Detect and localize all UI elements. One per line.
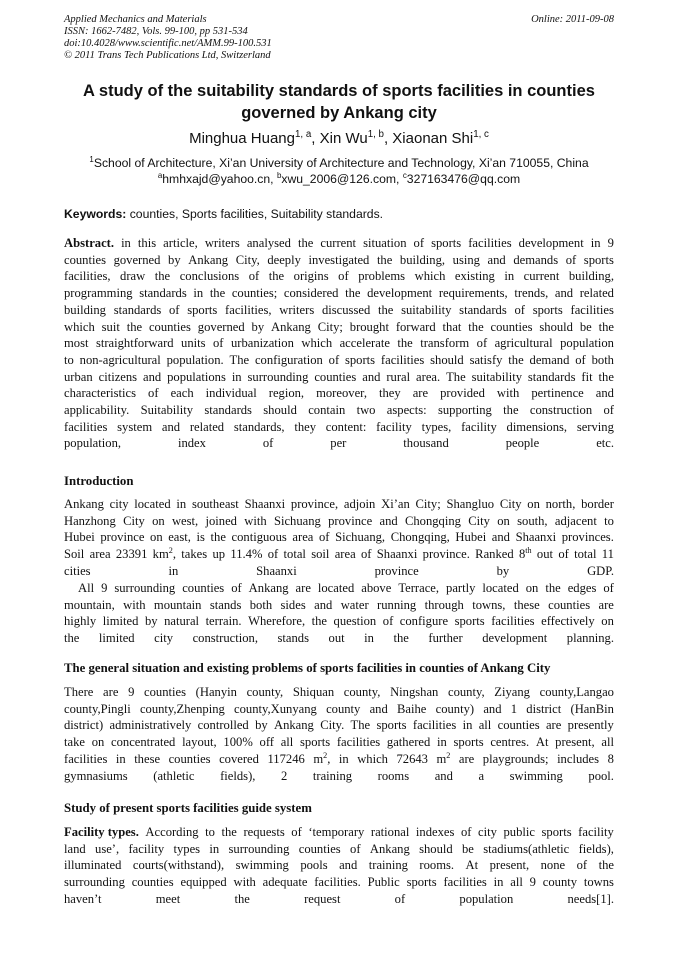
email-sup: c bbox=[402, 170, 407, 180]
email-link[interactable]: xwu_2006@126.com bbox=[281, 172, 397, 186]
text-line: haven’t meet the request of population needs[1]. bbox=[64, 891, 614, 906]
text-line: There are 9 counties (Hanyin county, Shiquan county, Ningshan county, Ziyang county,Langao bbox=[64, 685, 614, 699]
author-sup: 1, c bbox=[473, 129, 489, 140]
text-line: mountain, with mountain stands both sides and water running through towns, these counties are bbox=[64, 597, 614, 612]
text-line: to non-agricultural population. The configuration of sports facilities should satisfy the demand of both bbox=[64, 352, 614, 367]
text-line: All 9 surrounding counties of Ankang are located above Terrace, partly located on the edges of bbox=[78, 581, 614, 595]
author-name: Xiaonan Shi bbox=[392, 130, 474, 147]
affiliation bbox=[0, 155, 678, 187]
superscript: th bbox=[525, 545, 532, 555]
author-sup: 1, a bbox=[295, 129, 312, 140]
text-line: Ankang city located in southeast Shaanxi province, adjoin Xi’an City; Shangluo City on north, border bbox=[64, 497, 614, 511]
text-line: urban citizens and populations in surrounding counties and rural area. The suitability standards fit the bbox=[64, 369, 614, 384]
text-line: district) administratively controlled by Ankang City. The sports facilities in all counties are presently bbox=[64, 718, 614, 733]
superscript: 2 bbox=[168, 545, 173, 555]
superscript: 2 bbox=[323, 750, 328, 760]
online-date: Online: 2011-09-08 bbox=[531, 14, 614, 25]
text-line: Soil area 23391 $km^2$, takes up 11.4% of total soil area of Shaanxi province. Ranked 8th out of total 11 bbox=[64, 545, 614, 562]
text-line: land use’, facility types in surrounding counties of Ankang should be stadiums(athletic fields), bbox=[64, 841, 614, 856]
text-line: the limited city construction, stands out in the further development planning. bbox=[64, 631, 615, 646]
email-link[interactable]: hmhxajd@yahoo.cn bbox=[162, 172, 271, 186]
keywords-text: counties, Sports facilities, Suitability standards. bbox=[129, 207, 384, 221]
keywords-label: Keywords: bbox=[64, 207, 127, 221]
text-line: programming standards in the counties; considered the development requirements, trends, and related bbox=[64, 286, 614, 301]
section-heading: Introduction bbox=[64, 474, 134, 488]
text-line: Hubei province on east, is the contiguous area of Sichuang, Chongqing, Hubei and Shaanxi provinces. bbox=[64, 530, 614, 545]
paragraph bbox=[64, 235, 614, 452]
text-line: Facility types. According to the requests of ‘temporary rational indexes of city public sports facility bbox=[64, 825, 614, 839]
text-line: surrounding counties equipped with adequate facilities. Public sports facilities in all 9 county towns bbox=[64, 875, 614, 890]
paragraph bbox=[64, 824, 614, 908]
text-line: illuminated courts(withstand), swimming pools and training rooms. At present, none of the bbox=[64, 858, 614, 873]
text-line: which suit the counties governed by Ankang City; brought forward that the counties should be the bbox=[64, 319, 614, 334]
paragraph-lead: Abstract. bbox=[64, 236, 115, 250]
text-line: applicability. Suitability standards should contain two aspects: supporting the construction of bbox=[64, 403, 614, 418]
text-line: facilities system and related standards, they content: facility types, facility dimensions, serving bbox=[64, 419, 614, 434]
text-line: take on concentrated layout, 100% off all sports facilities gathered in sports centres. At present, all bbox=[64, 735, 614, 750]
section-heading: The general situation and existing problems of sports facilities in counties of Ankang City bbox=[64, 661, 551, 675]
section-heading: Study of present sports facilities guide system bbox=[64, 801, 312, 815]
text-line: most straightforward units of urbanization which accelerate the transform of agricultural population bbox=[64, 336, 614, 351]
text-line: characteristics of each individual region, moreover, they are provided with pertinence and bbox=[64, 386, 614, 401]
authors: Minghua Huang$^{1, a}$, Xin Wu$^{1, b}$, Xiaonan Shi$^{1, c}$ bbox=[189, 129, 489, 147]
text-line: facilities in these counties covered 117246 $m^2$, in which 72643 $m^2$ are playgrounds; includes 8 bbox=[64, 750, 614, 766]
title-line: A study of the suitability standards of sports facilities in counties bbox=[83, 82, 595, 100]
text-line: Abstract. in this article, writers analysed the current situation of sports facilities development in 9 bbox=[64, 236, 614, 250]
keywords bbox=[64, 207, 383, 221]
superscript: 2 bbox=[446, 750, 451, 760]
text-line: counties governed by Ankang City, deeply investigated the building, using and demands of sports bbox=[64, 252, 614, 267]
journal-name: Applied Mechanics and Materials bbox=[64, 14, 207, 25]
text-line: Hanzhong City on west, joined with Sichuang province and Chongqing City on south, adjacent to bbox=[64, 513, 614, 528]
text-line: cities in Shaanxi province by GDP. bbox=[64, 563, 615, 578]
paragraph-lead: Facility types. bbox=[64, 825, 139, 839]
paragraph bbox=[64, 580, 614, 647]
email-sup: b bbox=[276, 170, 282, 180]
author-sup: 1, b bbox=[367, 129, 384, 140]
paragraph bbox=[64, 496, 614, 580]
title-line: governed by Ankang city bbox=[241, 104, 437, 122]
paragraph bbox=[64, 684, 614, 784]
text-line: population, index of per thousand people etc. bbox=[64, 436, 615, 451]
paper-title bbox=[0, 80, 678, 124]
author-name: Xin Wu bbox=[319, 130, 368, 147]
email-link[interactable]: 327163476@qq.com bbox=[406, 172, 521, 186]
affiliation-sup: 1 bbox=[89, 154, 94, 164]
email-sup: a bbox=[157, 170, 163, 180]
affiliation-text: School of Architecture, Xi’an University of Architecture and Technology, Xi’an 710055, China bbox=[93, 156, 589, 170]
copyright: © 2011 Trans Tech Publications Ltd, Switzerland bbox=[64, 50, 271, 61]
text-line: gymnasiums (athletic fields), 2 training rooms and a swimming pool. bbox=[64, 768, 614, 783]
text-line: building standards of sports facilities, writers discussed the suitability standards of sports facilities bbox=[64, 302, 614, 317]
text-line: county,Pingli county,Zhenping county,Xunyang county and Baihe county) and 1 district (HanBin bbox=[64, 701, 614, 716]
text-line: highly limited by natural terrain. Wherefore, the question of configure sports facilities effectively on bbox=[64, 614, 614, 629]
doi: doi:10.4028/www.scientific.net/AMM.99-100.531 bbox=[64, 38, 272, 49]
text-line: facilities, draw the conclusions of the origins of problems which existing in current building, bbox=[64, 269, 614, 284]
author-name: Minghua Huang bbox=[189, 130, 295, 147]
emails: $^a$hmhxajd@yahoo.cn, $^b$xwu_2006@126.com, $^c$327163476@qq.com bbox=[157, 170, 521, 186]
issn: ISSN: 1662-7482, Vols. 99-100, pp 531-534 bbox=[64, 26, 248, 37]
